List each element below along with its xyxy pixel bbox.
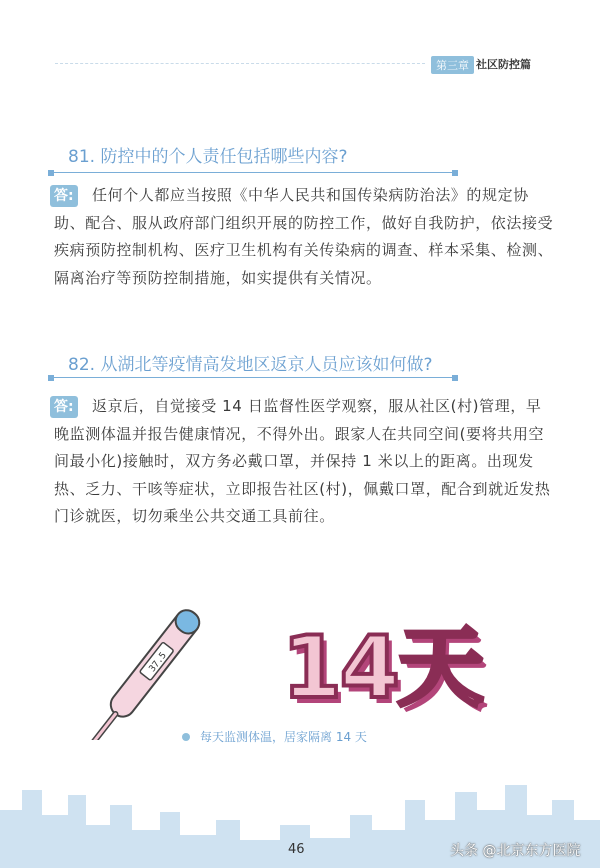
svg-text:37.5: 37.5 (147, 650, 169, 675)
caption-bullet-icon (182, 733, 190, 741)
thermometer-illustration (80, 590, 230, 740)
fourteen-days-text: 14天 (282, 618, 482, 718)
answer-82-text: 返京后，自觉接受 14 日监督性医学观察，服从社区(村)管理，早晚监测体温并报告健康情况，不得外出。跟家人在共同空间(要将共用空间最小化)接触时，双方务必戴口罩，并保持 1 米以上的距离。出现发热、乏力、干咳等症状，立即报告社区(村)，佩戴口罩，配合到就近发热门诊就医，切勿乘坐公共交通工具前往。 (54, 397, 551, 525)
header-divider (55, 63, 425, 64)
question-82-rule (48, 375, 458, 381)
answer-82-label: 答: (50, 396, 78, 418)
answer-81-label: 答: (50, 185, 78, 207)
answer-81-text: 任何个人都应当按照《中华人民共和国传染病防治法》的规定协助、配合、服从政府部门组织开展的防控工作，做好自我防护，依法接受疾病预防控制机构、医疗卫生机构有关传染病的调查、样本采集、检测、隔离治疗等预防控制措施，如实提供有关情况。 (54, 186, 554, 287)
illustration-caption: 每天监测体温，居家隔离 14 天 (200, 730, 367, 744)
question-81-rule (48, 170, 458, 176)
question-82-title: 82. 从湖北等疫情高发地区返京人员应该如何做? (68, 355, 433, 375)
section-name: 社区防控篇 (476, 58, 531, 71)
watermark: 头条 @北京东方医院 (450, 843, 581, 859)
chapter-tag: 第三章 (431, 56, 474, 74)
page-number: 46 (288, 842, 305, 857)
question-81-title: 81. 防控中的个人责任包括哪些内容? (68, 147, 348, 167)
